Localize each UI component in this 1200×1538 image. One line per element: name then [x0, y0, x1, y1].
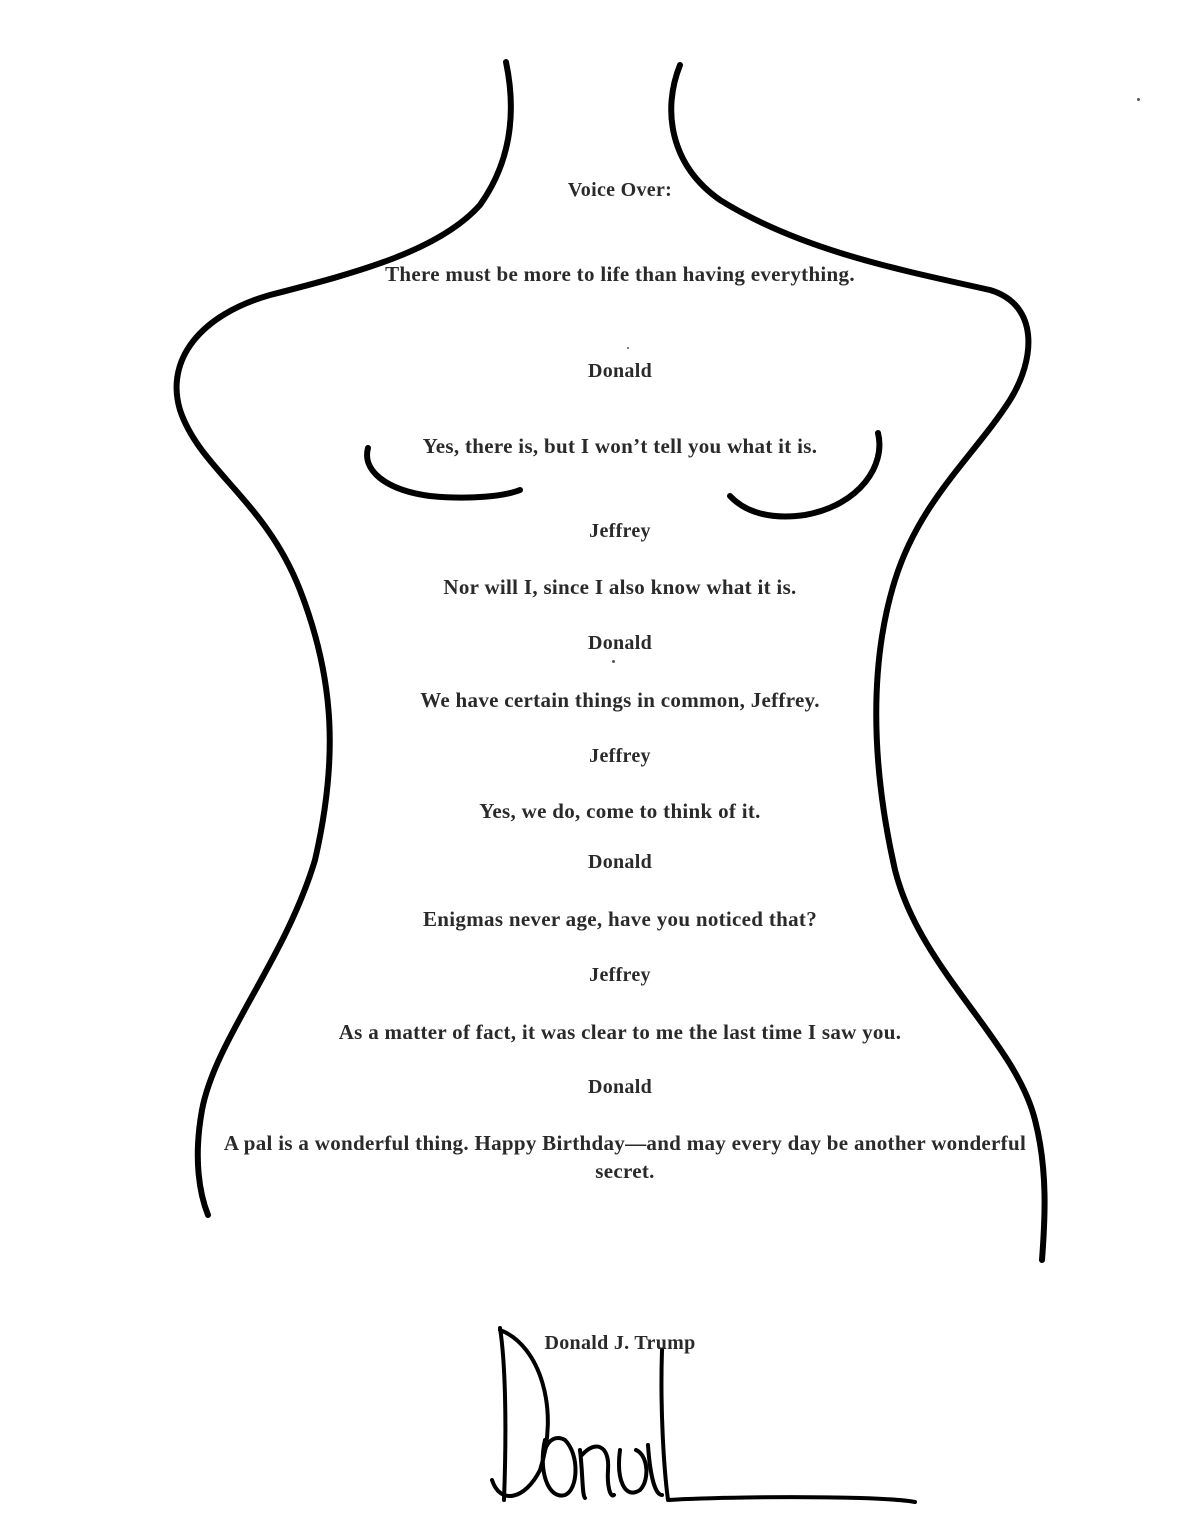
dialogue-line-closing: A pal is a wonderful thing. Happy Birthday—and may every day be another wonderful secret.: [223, 1131, 1027, 1183]
dialogue-line: As a matter of fact, it was clear to me the last time I saw you.: [338, 1020, 902, 1044]
dialogue-line: Yes, we do, come to think of it.: [479, 799, 761, 823]
scan-speck: [627, 347, 629, 349]
speaker-name: Jeffrey: [589, 745, 651, 767]
dialogue-line: Enigmas never age, have you noticed that?: [423, 907, 817, 931]
speaker-name: Donald: [587, 851, 653, 873]
dialogue-line: Yes, there is, but I won’t tell you what it is.: [422, 434, 818, 458]
dialogue-line: We have certain things in common, Jeffrey.: [420, 688, 820, 712]
speaker-name: Donald: [587, 1076, 653, 1098]
scan-speck: [1137, 98, 1140, 101]
signature-printed-name: Donald J. Trump: [544, 1332, 696, 1354]
speaker-name: Donald: [587, 360, 653, 382]
dialogue-line: Nor will I, since I also know what it is.: [443, 575, 797, 599]
scan-speck: [612, 660, 615, 663]
voice-over-heading: Voice Over:: [567, 179, 673, 201]
speaker-name: Jeffrey: [589, 520, 651, 542]
speaker-name: Jeffrey: [589, 964, 651, 986]
dialogue-line: There must be more to life than having everything.: [385, 262, 855, 286]
speaker-name: Donald: [587, 632, 653, 654]
